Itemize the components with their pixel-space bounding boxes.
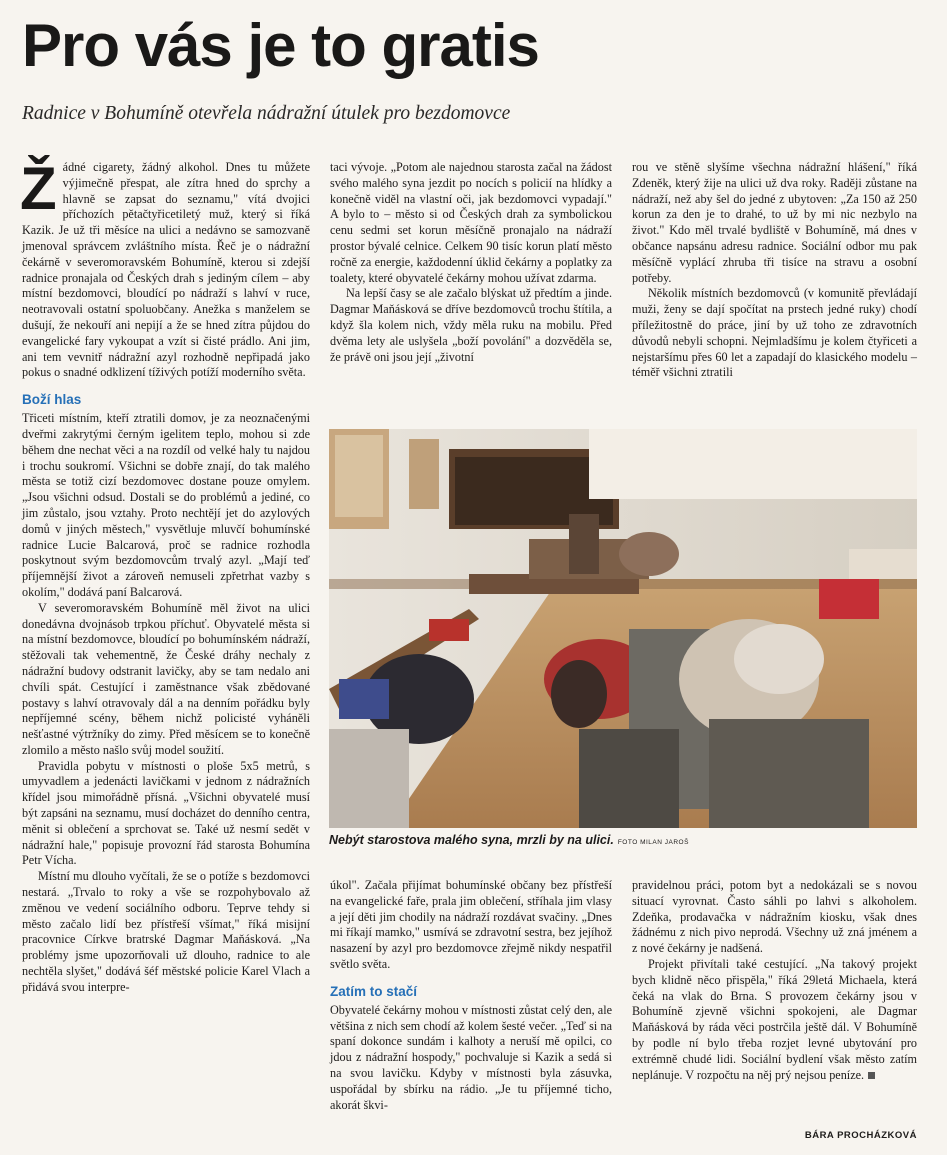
paragraph: Třiceti místním, kteří ztratili domov, je za neoznačenými dveřmi zakrytými černým igelitem teplo, mohou si zde během dne nechat věci a na rozdíl od velké haly tu najdou i trochu soukromí. Všichni se dobře znají, do tak malého města se totiž cizí bezdomovec dostane pouze omylem. „Jsou všichni odsud. Dostali se do problémů a jediné, co jim zůstalo, jsou vztahy. Proto nechtějí jet do azylových domů v jiných městech," vysvětluje mluvčí bohumínské radnice Lucie Balcarová, proč se radnice rozhodla poskytnout svým bezdomovcům trvalý azyl. „Mají teď příjemnější život a zároveň nemuseli zpřetrhat vazby s okolím," dodává paní Balcarová. (22, 411, 310, 599)
paragraph: Na lepší časy se ale začalo blýskat už předtím a jinde. Dagmar Maňásková se dříve bezdomovců trochu štítila, a když šla kolem nich, vždy měla ruku na mobilu. Před dvěma lety ale uslyšela „boží povolání" a dozvěděla se, že právě oni jsou její „životní (330, 286, 612, 364)
paragraph: úkol". Začala přijímat bohumínské občany bez přístřeší na evangelické faře, prala jim oblečení, stříhala jim vlasy a její děti jim chodily na nádraží rozdávat svačiny. „Dnes mi říkají mamko," usmívá se zdravotní sestra, bez jejíhož nasazení by azyl pro bezdomovce zřejmě nikdy nespatřil světlo světa. (330, 878, 612, 971)
article-title: Pro vás je to gratis (22, 12, 539, 79)
paragraph: Několik místních bezdomovců (v komunitě převládají muži, ženy se dají spočítat na prstech jedné ruky) chodí příležitostně do práce, jiní by už toho ze zdravotních důvodů nebyli schopni. Nejmladšímu je kolem čtyřiceti a nejstaršímu přes 60 let a zapadají do klasického modelu – téměř všichni ztratili (632, 286, 917, 380)
author-byline: BÁRA PROCHÁZKOVÁ (804, 1130, 917, 1141)
article-photo (329, 429, 917, 828)
column-3-top (632, 160, 917, 381)
paragraph: Pravidla pobytu v místnosti o ploše 5x5 metrů, s umyvadlem a jedenácti lavičkami v jednom z nádražních křídel jsou mimořádně přísná. „Všichni obyvatelé musí být zapsáni na seznamu, musí docházet do denního centra, měnit si oblečení a sprchovat se. Také už nesmí sedět v nádražní hale," popisuje provozní řád starosta Bohumína Petr Vícha. (22, 758, 310, 868)
paragraph: Místní mu dlouho vyčítali, že se o potíže s bezdomovci nestará. „Trvalo to roky a vše se rozpohybovalo až změnou ve vedení sociálního odboru. Teprve tehdy si město začalo lidí bez přístřeší všímat," říká misijní pracovnice Církve bratrské Dagmar Maňásková. „Na problémy jsme upozorňovali už dlouho, radnice to ale nechtěla slyšet," dodává šéf městské policie Karel Vlach a přidává svou interpre- (22, 869, 310, 994)
column-2-top (330, 160, 612, 365)
drop-cap: Ž (20, 155, 57, 222)
photo-caption: Nebýt starostova malého syna, mrzli by na ulici. FOTO MILAN JAROŠ (329, 833, 689, 847)
column-2-bottom (330, 878, 612, 1113)
lead-paragraph: Žádné cigarety, žádný alkohol. Dnes tu můžete výjimečně přespat, ale zítra hned do sprchy a hlavně se zapsat do seznamu," vítá dvojici příchozích pětačtyřicetiletý muž, který si říká Kazik. Je už tři měsíce na ulici a nedávno se samozvaně jmenoval správcem zvláštního místa. Řeč je o nádražní čekárně v severomoravském Bohumíně, kterou si zdejší radnice pronajala od Českých drah s jediným cílem – aby místní bezdomovci, bloudící po nádraží s lahví v ruce, neotravovali ostatní spoluobčany. Anežka s manželem se dušují, že nekouří ani nepijí a že se hned zítra půjdou do evangelické fary vykoupat a vzít si čisté prádlo. Ani jim, ani tem vevnitř nádražní azyl rozhodně nepřipadá jako pokus o snadné odklizení tíživých potíží moderního světa. (20, 155, 310, 380)
waiting-room-photo (329, 429, 917, 828)
section-heading-zatim-to-staci: Zatím to stačí (330, 983, 418, 999)
column-3-bottom (632, 878, 917, 1083)
paragraph: V severomoravském Bohumíně měl život na ulici donedávna dvojnásob trpkou příchuť. Obyvatelé města si na místní bezdomovce, bloudící po bohumínském nádraží, stěžovali tak vehementně, že České dráhy nechaly z nádražní budovy odstranit lavičky, aby se tam nedalo ani chvíli spát. Cestující i zaměstnance však zbědované postavy s lahví otravovaly dál a na denním pořádku byly nepříjemné scény, během nichž policisté vyháněli nešťastné výtržníky do zimy. Před měsícem se to konečně zlomilo a město našlo svůj model soužití. (22, 600, 310, 757)
column-1 (20, 155, 310, 996)
paragraph: Obyvatelé čekárny mohou v místnosti zůstat celý den, ale většina z nich sem chodí až kolem šesté večer. „Teď si na spaní dokonce sundám i kalhoty a neruší mě opilci, co jdou z nádražní hospody," pochvaluje si Kazik a sedá si na svou lavičku. Kdyby v místnosti byla zásuvka, uspořádal by sbírku na rádio. „Je tu příjemné ticho, akorát škvi- (330, 1002, 612, 1112)
article-subtitle: Radnice v Bohumíně otevřela nádražní útulek pro bezdomovce (22, 103, 511, 124)
end-mark-icon (868, 1072, 875, 1079)
paragraph: taci vývoje. „Potom ale najednou starosta začal na žádost svého malého syna jezdit po nocích s policií na hlídky a konečně viděl na vlastní oči, jak bezdomovci vypadají." A bylo to – město si od Českých drah za symbolickou cenu sedmi set korun měsíčně pronajalo na nádraží prostor bývalé celnice. Celkem 90 tisíc korun platí město ročně za energie, každodenní úklid čekárny a poplatky za toalety, které obyvatelé čekárny mohou užívat zdarma. (330, 160, 612, 285)
paragraph: pravidelnou práci, potom byt a nedokázali se s novou situací vyrovnat. Často sáhli po lahvi s alkoholem. Zdeňka, prodavačka v nádražním kiosku, však dnes žádnému z nich pivo neprodá. Všechny už zná jménem a z nové čekárny je nadšená. (632, 878, 917, 956)
photo-credit: FOTO MILAN JAROŠ (617, 839, 689, 846)
paragraph: Projekt přivítali také cestující. „Na takový projekt bych klidně něco přispěla," říká 29letá Michaela, která čeká na vlak do Brna. S provozem čekárny jsou v Bohumíně zjevně všichni spokojeni, ale Dagmar Maňásková by ráda věci postrčila ještě dál. V Bohumíně by podle ní bylo třeba rozjet levné ubytování pro extrémně chudé lidi. Sociální bydlení však město zatím neplánuje. V rozpočtu na něj prý nejsou peníze. (632, 956, 917, 1082)
paragraph: rou ve stěně slyšíme všechna nádražní hlášení," říká Zdeněk, který žije na ulici už dva roky. Raději zůstane na nádraží, než aby šel do jedné z ubytoven: „Za 150 až 250 korun za den je to drahé, to už by mi nic nezbylo na život." Kdo měl trvalé bydliště v Bohumíně, má dnes v občance napsánu adresu radnice. Sociální odbor mu pak měsíčně vyplácí zhruba tři tisíce na stravu a osobní potřeby. (632, 160, 917, 285)
section-heading-bozi-hlas: Boží hlas (22, 392, 82, 408)
